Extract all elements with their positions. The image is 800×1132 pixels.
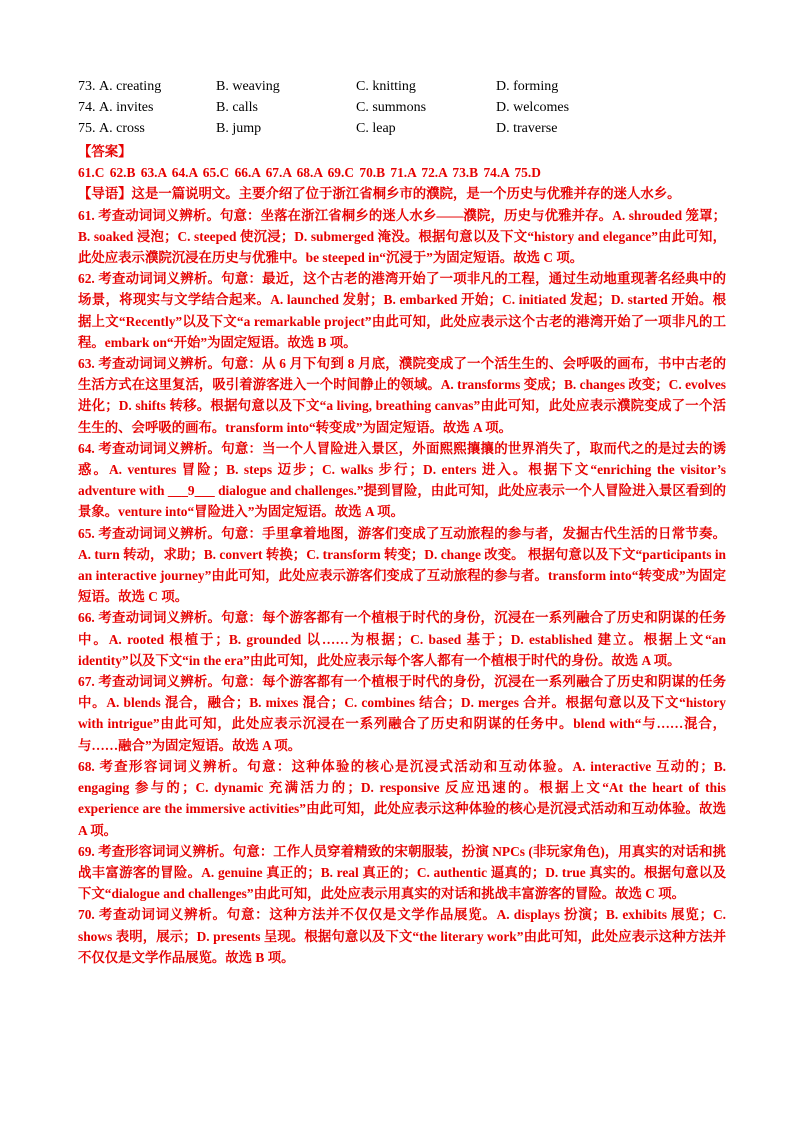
option-c: C. knitting [356, 79, 416, 94]
option-d: D. traverse [496, 121, 558, 136]
option-row-74 [78, 97, 726, 118]
option-d: D. welcomes [496, 100, 570, 115]
document-page [78, 76, 726, 968]
option-a: 75. A. cross [78, 121, 145, 136]
options-block [78, 76, 726, 139]
option-d: D. forming [496, 79, 559, 94]
option-a: 74. A. invites [78, 100, 154, 115]
option-b: B. calls [216, 100, 258, 115]
explanation-68: 68. 考查形容词词义辨析。句意：这种体验的核心是沉浸式活动和互动体验。A. interactive 互动的；B. engaging 参与的；C. dynamic 充满活力的；D. responsive 反应迅速的。根据上文“At the heart of this experience are the immersive activities”由此可知，此处应表示这种体验的核心是沉浸式活动和互动体验。故选 A 项。 [78, 758, 726, 838]
explanation-67: 67. 考查动词词义辨析。句意：每个游客都有一个植根于时代的身份，沉浸在一系列融合了历史和阴谋的任务中。A. blends 混合，融合；B. mixes 混合；C. combines 结合；D. merges 合并。根据句意以及下文“history with intrigue”由此可知，此处应表示沉浸在一系列融合了历史和阴谋的任务中。blend with“与……混合，与……融合”为固定短语。故选 A 项。 [78, 674, 726, 753]
answer-key: 61.C 62.B 63.A 64.A 65.C 66.A 67.A 68.A 69.C 70.B 71.A 72.A 73.B 74.A 75.D [78, 165, 541, 181]
answer-heading: 【答案】 [78, 144, 132, 159]
explanation-61: 61. 考查动词词义辨析。句意：坐落在浙江省桐乡的迷人水乡——濮院，历史与优雅并存。A. shrouded 笼罩；B. soaked 浸泡；C. steeped 使沉浸；D. submerged 淹没。根据句意以及下文“history and elegance”由此可知，此处应表示濮院沉浸在历史与优雅中。be steeped in“沉浸于”为固定短语。故选 C 项。 [78, 207, 726, 266]
explanation-64: 64. 考查动词词义辨析。句意：当一个人冒险进入景区，外面熙熙攘攘的世界消失了，取而代之的是过去的诱惑。A. ventures 冒险；B. steps 迈步；C. walks 步行；D. enters 进入。根据下文“enriching the visitor’s adventure with ___9___ dialogue and challenges.”提到冒险，由此可知，此处应表示一个人冒险进入景区看到的景象。venture into“冒险进入”为固定短语。故选 A 项。 [78, 440, 726, 520]
intro-paragraph: 【导语】这是一篇说明文。主要介绍了位于浙江省桐乡市的濮院，是一个历史与优雅并存的迷人水乡。 [78, 186, 681, 202]
option-c: C. summons [356, 100, 427, 115]
option-b: B. jump [216, 121, 262, 136]
explanation-66: 66. 考查动词词义辨析。句意：每个游客都有一个植根于时代的身份，沉浸在一系列融合了历史和阴谋的任务中。A. rooted 根植于；B. grounded 以……为根据；C. based 基于；D. established 建立。根据上文“an identity”以及下文“in the era”由此可知，此处应表示每个客人都有一个植根于时代的身份。故选 A 项。 [78, 610, 726, 668]
option-b: B. weaving [216, 79, 280, 94]
explanation-62: 62. 考查动词词义辨析。句意：最近，这个古老的港湾开始了一项非凡的工程，通过生动地重现著名经典中的场景，将现实与文学结合起来。A. launched 发射；B. embarked 开始；C. initiated 发起；D. started 开始。根据上文“Recently”以及下文“a remarkable project”由此可知，此处应表示这个古老的港湾开始了一项非凡的工程。embark on“开始”为固定短语。故选 B 项。 [78, 271, 726, 350]
explanation-65: 65. 考查动词词义辨析。句意：手里拿着地图，游客们变成了互动旅程的参与者，发掘古代生活的日常节奏。A. turn 转动，求助；B. convert 转换；C. transform 转变；D. change 改变。 根据句意以及下文“participants in an interactive journey”由此可知，此处应表示游客们变成了互动旅程的参与者。transform into“转变成”为固定短语。故选 C 项。 [78, 525, 726, 605]
explanation-69: 69. 考查形容词词义辨析。句意：工作人员穿着精致的宋朝服装，扮演 NPCs (非玩家角色)，用真实的对话和挑战丰富游客的冒险。A. genuine 真正的；B. real 真正的；C. authentic 逼真的；D. true 真实的。根据句意以及下文“dialogue and challenges”由此可知，此处应表示用真实的对话和挑战丰富游客的冒险。故选 C 项。 [78, 843, 726, 902]
option-a: 73. A. creating [78, 79, 162, 94]
explanation-63: 63. 考查动词词义辨析。句意：从 6 月下旬到 8 月底，濮院变成了一个活生生的、会呼吸的画布，书中古老的生活方式在这里复活，吸引着游客进入一个时间静止的领域。A. transforms 变成；B. changes 改变；C. evolves 进化；D. shifts 转移。根据句意以及下文“a living, breathing canvas”由此可知，此处应表示濮院变成了一个活生生的、会呼吸的画布。transform into“转变成”为固定短语。故选 A 项。 [78, 356, 726, 435]
option-row-75 [78, 118, 726, 139]
option-c: C. leap [356, 121, 396, 136]
explanation-70: 70. 考查动词词义辨析。句意：这种方法并不仅仅是文学作品展览。A. displays 扮演；B. exhibits 展览；C. shows 表明，展示；D. presents 呈现。根据句意以及下文“the literary work”由此可知，此处应表示这种方法并不仅仅是文学作品展览。故选 B 项。 [78, 907, 726, 965]
option-row-73 [78, 76, 726, 97]
